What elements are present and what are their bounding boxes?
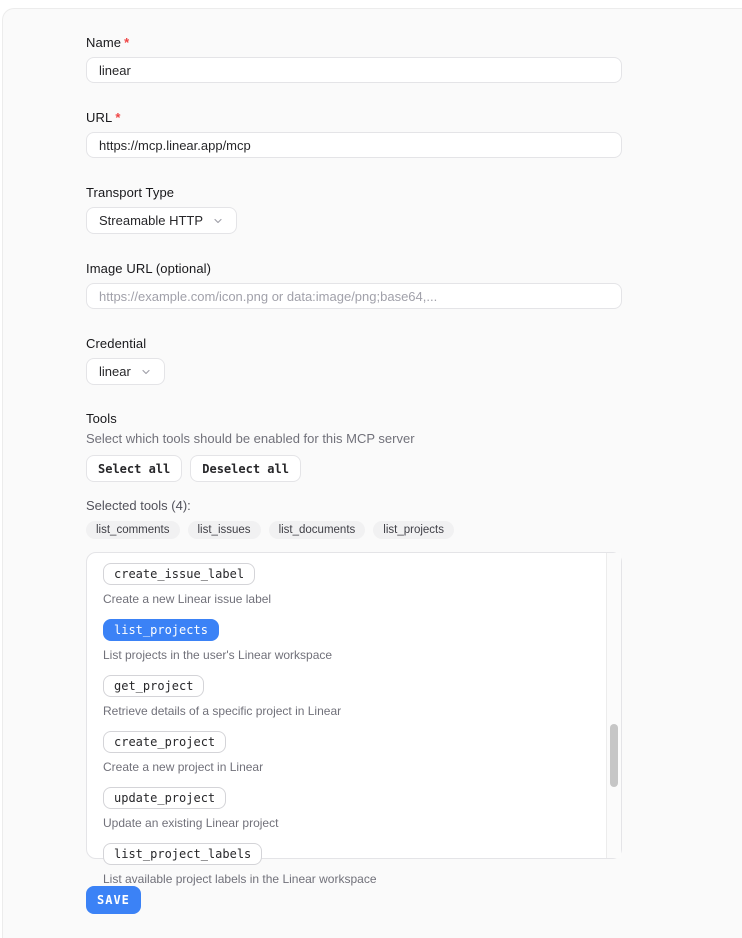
tool-list-item bbox=[103, 731, 589, 774]
url-label-text: URL bbox=[86, 110, 113, 125]
url-label bbox=[86, 110, 622, 125]
tool-toggle-create_project[interactable]: create_project bbox=[103, 731, 226, 753]
tools-section-label: Tools bbox=[86, 411, 117, 426]
transport-type-label: Transport Type bbox=[86, 185, 175, 200]
tool-description: Create a new Linear issue label bbox=[103, 592, 272, 606]
tool-list-container bbox=[86, 552, 622, 886]
tool-toggle-get_project[interactable]: get_project bbox=[103, 675, 204, 697]
tool-description: Retrieve details of a specific project in Linear bbox=[103, 704, 342, 718]
name-label-text: Name bbox=[86, 35, 122, 50]
name-required-asterisk: * bbox=[124, 35, 130, 50]
url-input[interactable] bbox=[86, 132, 622, 158]
tools-actions-row bbox=[86, 455, 622, 482]
tool-list-scroll-area bbox=[87, 553, 621, 886]
tool-toggle-list_projects[interactable]: list_projects bbox=[103, 619, 219, 641]
image-url-label: Image URL (optional) bbox=[86, 261, 212, 276]
tool-description: Create a new project in Linear bbox=[103, 760, 264, 774]
credential-label: Credential bbox=[86, 336, 147, 351]
save-button[interactable]: SAVE bbox=[86, 886, 141, 914]
name-input[interactable] bbox=[86, 57, 622, 83]
tool-list-item bbox=[103, 619, 589, 662]
tool-description: Update an existing Linear project bbox=[103, 816, 279, 830]
credential-value: linear bbox=[99, 364, 131, 379]
mcp-server-form bbox=[86, 9, 622, 914]
image-url-input[interactable] bbox=[86, 283, 622, 309]
selected-tools-label: Selected tools (4): bbox=[86, 498, 191, 513]
selected-tool-tag: list_documents bbox=[269, 521, 366, 539]
tool-list-scrollbar-thumb[interactable] bbox=[610, 724, 618, 787]
selected-tool-tag: list_projects bbox=[373, 521, 454, 539]
url-required-asterisk: * bbox=[115, 110, 121, 125]
tool-toggle-list_project_labels[interactable]: list_project_labels bbox=[103, 843, 262, 865]
tool-description: List available project labels in the Linear workspace bbox=[103, 872, 377, 886]
tool-list-item bbox=[103, 563, 589, 606]
select-all-button[interactable]: Select all bbox=[86, 455, 182, 482]
selected-tool-tag: list_issues bbox=[188, 521, 261, 539]
credential-select[interactable] bbox=[86, 358, 165, 385]
tool-list-item bbox=[103, 843, 589, 886]
selected-tool-tag: list_comments bbox=[86, 521, 180, 539]
transport-type-value: Streamable HTTP bbox=[99, 213, 204, 228]
selected-tools-tags bbox=[86, 521, 622, 539]
tool-toggle-create_issue_label[interactable]: create_issue_label bbox=[103, 563, 255, 585]
deselect-all-button[interactable]: Deselect all bbox=[190, 455, 301, 482]
chevron-down-icon bbox=[212, 215, 224, 227]
tool-toggle-update_project[interactable]: update_project bbox=[103, 787, 226, 809]
transport-type-select[interactable] bbox=[86, 207, 237, 234]
settings-panel bbox=[2, 8, 742, 938]
tools-section-subtitle: Select which tools should be enabled for this MCP server bbox=[86, 431, 415, 446]
chevron-down-icon bbox=[140, 366, 152, 378]
tool-list-item bbox=[103, 675, 589, 718]
name-label bbox=[86, 35, 622, 50]
tool-list-scrollbar-track[interactable] bbox=[606, 553, 621, 858]
tool-list-item bbox=[103, 787, 589, 830]
tool-description: List projects in the user's Linear workspace bbox=[103, 648, 333, 662]
